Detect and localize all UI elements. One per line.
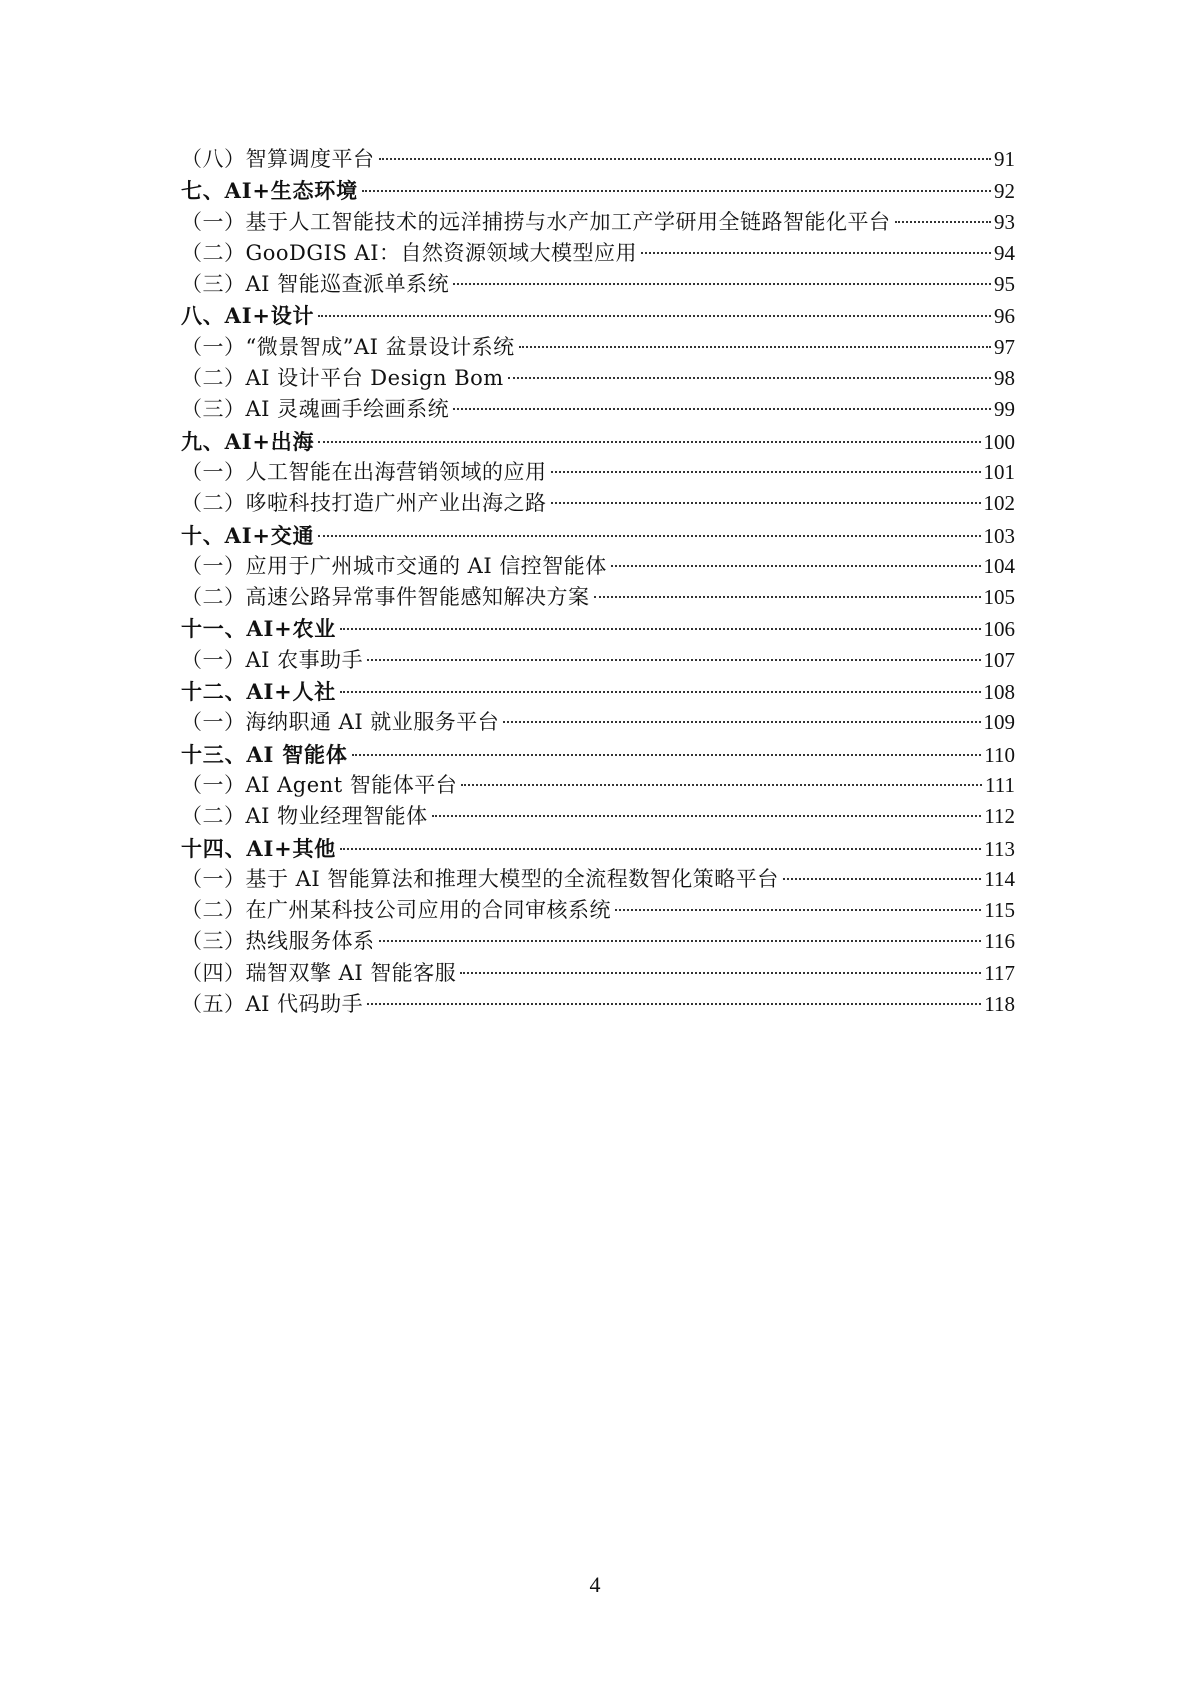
toc-entry[interactable] xyxy=(181,801,1015,832)
toc-section-entry[interactable] xyxy=(181,426,1015,457)
toc-entry-title: 七、AI+生态环境 xyxy=(181,178,358,204)
toc-entry-title: （五）AI 代码助手 xyxy=(181,992,364,1017)
toc-entry-page: 117 xyxy=(984,960,1015,985)
toc-entry-title: 十一、AI+农业 xyxy=(181,616,337,642)
toc-dot-leader xyxy=(432,815,982,817)
toc-entry-page: 108 xyxy=(983,680,1015,705)
toc-entry-title: （一）AI Agent 智能体平台 xyxy=(181,772,458,797)
toc-entry[interactable] xyxy=(181,958,1015,989)
toc-entry[interactable] xyxy=(181,207,1015,238)
toc-entry-title: 十三、AI 智能体 xyxy=(181,741,348,767)
toc-dot-leader xyxy=(318,535,980,537)
toc-dot-leader xyxy=(551,471,981,473)
toc-entry-page: 91 xyxy=(994,147,1015,171)
toc-entry-page: 110 xyxy=(984,742,1015,767)
toc-entry-title: （一）基于 AI 智能算法和推理大模型的全流程数智化策略平台 xyxy=(181,866,779,891)
toc-entry-page: 109 xyxy=(983,710,1015,735)
toc-entry-page: 113 xyxy=(984,836,1015,861)
toc-entry-title: （二）高速公路异常事件智能感知解决方案 xyxy=(181,585,590,610)
toc-entry-title: （三）热线服务体系 xyxy=(181,929,375,954)
toc-entry-title: 十二、AI+人社 xyxy=(181,679,337,705)
toc-entry[interactable] xyxy=(181,488,1015,519)
toc-dot-leader xyxy=(340,628,980,630)
toc-entry-title: （一）人工智能在出海营销领域的应用 xyxy=(181,459,547,484)
toc-entry[interactable] xyxy=(181,895,1015,926)
toc-entry-page: 102 xyxy=(983,491,1015,516)
toc-section-entry[interactable] xyxy=(181,739,1015,770)
toc-dot-leader xyxy=(461,784,982,786)
toc-section-entry[interactable] xyxy=(181,613,1015,644)
toc-dot-leader xyxy=(503,721,980,723)
toc-dot-leader xyxy=(318,315,991,317)
toc-entry[interactable] xyxy=(181,394,1015,425)
toc-entry[interactable] xyxy=(181,269,1015,300)
page-number: 4 xyxy=(589,1572,601,1597)
toc-entry-page: 96 xyxy=(994,304,1015,329)
toc-entry-title: （八）智算调度平台 xyxy=(181,147,375,171)
toc-entry-title: 八、AI+设计 xyxy=(181,303,315,329)
toc-entry-title: （一）AI 农事助手 xyxy=(181,647,364,672)
toc-entry[interactable] xyxy=(181,707,1015,738)
toc-dot-leader xyxy=(379,940,982,942)
toc-section-entry[interactable] xyxy=(181,175,1015,206)
toc-entry[interactable] xyxy=(181,238,1015,269)
toc-entry[interactable] xyxy=(181,144,1015,175)
toc-dot-leader xyxy=(453,408,991,410)
toc-entry[interactable] xyxy=(181,332,1015,363)
toc-entry-page: 95 xyxy=(994,272,1015,297)
toc-entry[interactable] xyxy=(181,770,1015,801)
toc-section-entry[interactable] xyxy=(181,300,1015,331)
toc-dot-leader xyxy=(895,221,992,223)
toc-entry-page: 112 xyxy=(984,804,1015,829)
toc-entry-title: （二）AI 物业经理智能体 xyxy=(181,804,428,829)
toc-entry[interactable] xyxy=(181,926,1015,957)
toc-entry-page: 99 xyxy=(994,397,1015,422)
toc-dot-leader xyxy=(352,754,982,756)
toc-section-entry[interactable] xyxy=(181,676,1015,707)
table-of-contents xyxy=(181,144,1015,1020)
toc-entry-page: 116 xyxy=(984,929,1015,954)
toc-entry[interactable] xyxy=(181,864,1015,895)
toc-dot-leader xyxy=(519,346,991,348)
toc-dot-leader xyxy=(508,377,991,379)
toc-dot-leader xyxy=(367,659,980,661)
toc-dot-leader xyxy=(594,596,981,598)
toc-entry-page: 93 xyxy=(994,209,1015,234)
toc-entry-title: （一）海纳职通 AI 就业服务平台 xyxy=(181,710,500,735)
toc-entry-page: 94 xyxy=(994,240,1015,265)
toc-dot-leader xyxy=(611,565,981,567)
toc-entry-page: 118 xyxy=(984,992,1015,1017)
toc-entry-title: 十、AI+交通 xyxy=(181,522,315,548)
toc-entry-page: 105 xyxy=(983,585,1015,610)
toc-entry[interactable] xyxy=(181,551,1015,582)
toc-entry-page: 98 xyxy=(994,366,1015,391)
toc-entry[interactable] xyxy=(181,457,1015,488)
toc-dot-leader xyxy=(362,190,991,192)
toc-entry-page: 114 xyxy=(984,866,1015,891)
toc-dot-leader xyxy=(453,283,991,285)
toc-entry[interactable] xyxy=(181,645,1015,676)
toc-section-entry[interactable] xyxy=(181,833,1015,864)
toc-entry-title: 九、AI+出海 xyxy=(181,428,315,454)
toc-entry-page: 107 xyxy=(983,647,1015,672)
toc-dot-leader xyxy=(379,158,992,160)
toc-entry[interactable] xyxy=(181,363,1015,394)
toc-dot-leader xyxy=(615,909,981,911)
toc-dot-leader xyxy=(783,878,981,880)
toc-dot-leader xyxy=(551,502,981,504)
toc-dot-leader xyxy=(340,848,981,850)
toc-entry-page: 103 xyxy=(983,523,1015,548)
toc-entry-page: 101 xyxy=(983,459,1015,484)
toc-dot-leader xyxy=(318,441,980,443)
toc-dot-leader xyxy=(460,972,981,974)
toc-section-entry[interactable] xyxy=(181,520,1015,551)
toc-entry-page: 111 xyxy=(985,772,1015,797)
toc-entry-page: 97 xyxy=(994,334,1015,359)
toc-entry-title: （二）GooDGIS AI：自然资源领域大模型应用 xyxy=(181,240,637,265)
toc-entry-title: （二）在广州某科技公司应用的合同审核系统 xyxy=(181,898,611,923)
toc-entry-title: （一）应用于广州城市交通的 AI 信控智能体 xyxy=(181,553,607,578)
toc-entry-page: 92 xyxy=(994,179,1015,204)
toc-dot-leader xyxy=(641,252,991,254)
toc-entry-title: 十四、AI+其他 xyxy=(181,835,337,861)
toc-entry-title: （四）瑞智双擎 AI 智能客服 xyxy=(181,960,457,985)
toc-entry-title: （一）“微景智成”AI 盆景设计系统 xyxy=(181,334,515,359)
toc-entry-title: （三）AI 灵魂画手绘画系统 xyxy=(181,397,450,422)
toc-entry-page: 115 xyxy=(984,898,1015,923)
toc-dot-leader xyxy=(367,1003,981,1005)
toc-entry[interactable] xyxy=(181,989,1015,1020)
toc-entry-title: （二）AI 设计平台 Design Bom xyxy=(181,366,504,391)
toc-entry-page: 104 xyxy=(983,553,1015,578)
toc-entry[interactable] xyxy=(181,582,1015,613)
toc-entry-title: （一）基于人工智能技术的远洋捕捞与水产加工产学研用全链路智能化平台 xyxy=(181,209,891,234)
toc-entry-title: （二）哆啦科技打造广州产业出海之路 xyxy=(181,491,547,516)
toc-entry-page: 100 xyxy=(983,429,1015,454)
toc-entry-title: （三）AI 智能巡查派单系统 xyxy=(181,272,450,297)
toc-entry-page: 106 xyxy=(983,617,1015,642)
toc-dot-leader xyxy=(340,691,980,693)
